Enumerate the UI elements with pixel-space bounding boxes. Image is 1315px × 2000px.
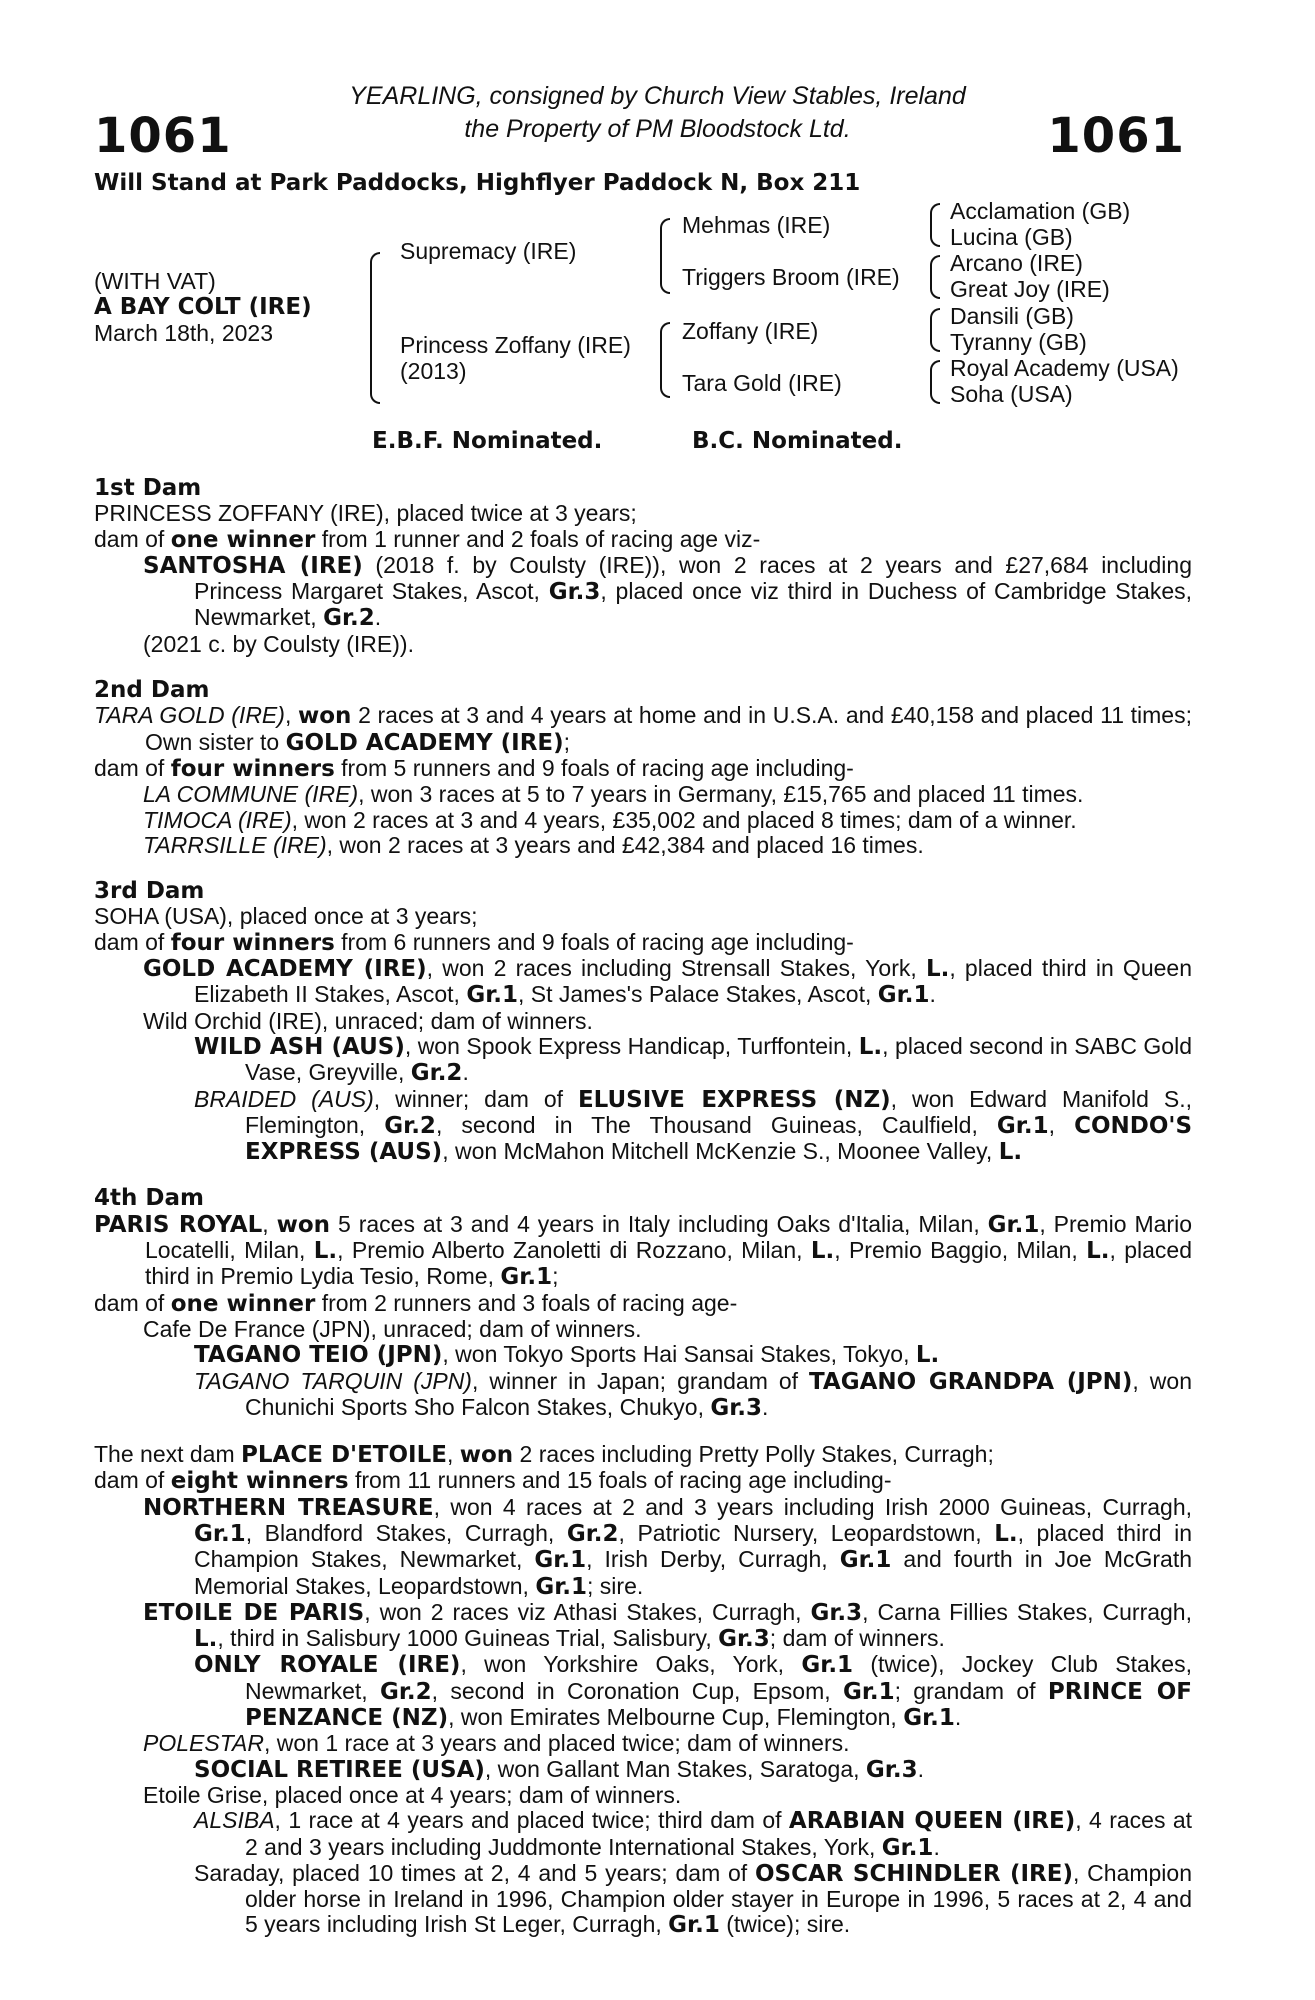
dam-year: (2013) — [400, 358, 467, 384]
first-dam-heading: 1st Dam — [94, 475, 202, 501]
produce-northern-treasure: NORTHERN TREASURE, won 4 races at 2 and 3 years including Irish 2000 Guineas, Curragh, Gr.1, Blandford Stakes, Curragh, Gr.2, Patriotic Nursery, Leopardstown, L., placed third in Champion Stakes, Newmarket, Gr.1, Irish Derby, Curragh, Gr.1 and fourth in Joe McGrath Memorial Stakes, Leopardstown, Gr.1; sire. — [143, 1493, 1193, 1600]
third-dam-produce: dam of four winners from 6 runners and 9 foals of racing age including- — [94, 928, 854, 956]
third-dam-text: SOHA (USA), placed once at 3 years; — [94, 903, 478, 930]
first-dam-text: PRINCESS ZOFFANY (IRE), placed twice at 3 years; — [94, 500, 637, 527]
consignment-header — [0, 80, 1315, 146]
produce-cafe-de-france: Cafe De France (JPN), unraced; dam of winners. — [143, 1315, 642, 1342]
produce-la-commune: LA COMMUNE (IRE), won 3 races at 5 to 7 years in Germany, £15,765 and placed 11 times. — [143, 781, 1084, 808]
fourth-dam-heading: 4th Dam — [94, 1185, 204, 1212]
gen4-bracket-2 — [930, 255, 940, 299]
gen4-5: Dansili (GB) — [950, 303, 1074, 329]
produce-2021: (2021 c. by Coulsty (IRE)). — [143, 630, 414, 657]
lot-number-left: 1061 — [94, 108, 232, 164]
sire-sire: Mehmas (IRE) — [682, 212, 831, 238]
produce-timoca: TIMOCA (IRE), won 2 races at 3 and 4 years, £35,002 and placed 8 times; dam of a winner. — [143, 806, 1077, 833]
horse-vat: (WITH VAT) — [94, 268, 216, 294]
produce-tarrsille: TARRSILLE (IRE), won 2 races at 3 years and £42,384 and placed 16 times. — [143, 831, 924, 858]
dam-dam: Tara Gold (IRE) — [682, 370, 842, 396]
horse-foaled: March 18th, 2023 — [94, 320, 274, 346]
sire-parents-bracket — [660, 218, 670, 294]
sire-dam: Triggers Broom (IRE) — [682, 264, 900, 290]
catalogue-page-body — [94, 476, 1192, 1939]
second-dam-produce: dam of four winners from 5 runners and 9 foals of racing age including- — [94, 754, 854, 782]
gen4-bracket-1 — [930, 203, 940, 247]
next-dam-text: The next dam PLACE D'ETOILE, won 2 races including Pretty Polly Stakes, Curragh; — [94, 1441, 994, 1469]
produce-wild-ash: WILD ASH (AUS), won Spook Express Handicap, Turffontein, L., placed second in SABC Gold Vase, Greyville, Gr.2. — [194, 1032, 1192, 1087]
produce-saraday: Saraday, placed 10 times at 2, 4 and 5 years; dam of OSCAR SCHINDLER (IRE), Champion older horse in Ireland in 1996, Champion older stayer in Europe in 1996, 5 races at 2, 4 and 5 years including Irish St Leger, Curragh, Gr.1 (twice); sire. — [194, 1859, 1192, 1939]
lot-number-right: 1061 — [1047, 108, 1185, 164]
gen4-4: Great Joy (IRE) — [950, 276, 1110, 302]
third-dam-heading: 3rd Dam — [94, 878, 205, 905]
produce-etoile-grise: Etoile Grise, placed once at 4 years; dam of winners. — [143, 1781, 682, 1808]
second-dam-heading: 2nd Dam — [94, 677, 210, 704]
gen4-3: Arcano (IRE) — [950, 250, 1083, 276]
produce-wild-orchid: Wild Orchid (IRE), unraced; dam of winners. — [143, 1007, 593, 1034]
produce-polestar: POLESTAR, won 1 race at 3 years and placed twice; dam of winners. — [143, 1730, 850, 1757]
second-dam-text: TARA GOLD (IRE), won 2 races at 3 and 4 years at home and in U.S.A. and £40,158 and placed 11 times; Own sister to GOLD ACADEMY (IRE); — [94, 702, 1192, 756]
gen4-6: Tyranny (GB) — [950, 329, 1087, 355]
dam-sire: Zoffany (IRE) — [682, 318, 819, 344]
ebf-nomination: E.B.F. Nominated. — [372, 428, 603, 454]
dam-name: Princess Zoffany (IRE) — [400, 332, 631, 358]
next-dam-produce: dam of eight winners from 11 runners and 15 foals of racing age including- — [94, 1467, 892, 1495]
gen4-7: Royal Academy (USA) — [950, 355, 1179, 381]
stand-location: Will Stand at Park Paddocks, Highflyer Paddock N, Box 211 — [94, 170, 861, 196]
property-line: the Property of PM Bloodstock Ltd. — [464, 115, 851, 143]
produce-gold-academy: GOLD ACADEMY (IRE), won 2 races including Strensall Stakes, York, L., placed third in Queen Elizabeth II Stakes, Ascot, Gr.1, St James's Palace Stakes, Ascot, Gr.1. — [143, 955, 1192, 1009]
produce-only-royale: ONLY ROYALE (IRE), won Yorkshire Oaks, York, Gr.1 (twice), Jockey Club Stakes, Newmarket, Gr.2, second in Coronation Cup, Epsom, Gr.1; grandam of PRINCE OF PENZANCE (NZ), won Emirates Melbourne Cup, Flemington, Gr.1. — [194, 1651, 1192, 1732]
produce-etoile-de-paris: ETOILE DE PARIS, won 2 races viz Athasi Stakes, Curragh, Gr.3, Carna Fillies Stakes, Curragh, L., third in Salisbury 1000 Guineas Trial, Salisbury, Gr.3; dam of winners. — [143, 1598, 1192, 1653]
produce-alsiba: ALSIBA, 1 race at 4 years and placed twice; third dam of ARABIAN QUEEN (IRE), 4 races at 2 and 3 years including Juddmonte International Stakes, York, Gr.1. — [194, 1807, 1193, 1861]
bc-nomination: B.C. Nominated. — [692, 428, 903, 454]
first-dam-produce: dam of one winner from 1 runner and 2 foals of racing age viz- — [94, 525, 761, 553]
dam-parents-bracket — [660, 322, 670, 398]
gen4-bracket-3 — [930, 308, 940, 352]
consignor-line: YEARLING, consigned by Church View Stables, Ireland — [349, 82, 966, 110]
gen4-bracket-4 — [930, 360, 940, 404]
fourth-dam-text: PARIS ROYAL, won 5 races at 3 and 4 years in Italy including Oaks d'Italia, Milan, Gr.1, Premio Mario Locatelli, Milan, L., Premio Alberto Zanoletti di Rozzano, Milan, L., Premio Baggio, Milan, L., placed third in Premio Lydia Tesio, Rome, Gr.1; — [94, 1210, 1192, 1291]
produce-tagano-tarquin: TAGANO TARQUIN (JPN), winner in Japan; grandam of TAGANO GRANDPA (JPN), won Chunichi Sports Sho Falcon Stakes, Chukyo, Gr.3. — [194, 1367, 1192, 1421]
horse-name: A BAY COLT (IRE) — [94, 294, 312, 320]
fourth-dam-produce: dam of one winner from 2 runners and 3 foals of racing age- — [94, 1289, 738, 1317]
sire-name: Supremacy (IRE) — [400, 238, 577, 264]
produce-santosha: SANTOSHA (IRE) (2018 f. by Coulsty (IRE)), won 2 races at 2 years and £27,684 including Princess Margaret Stakes, Ascot, Gr.3, placed once viz third in Duchess of Cambridge Stakes, Newmarket, Gr.2. — [143, 551, 1193, 632]
produce-tagano-teio: TAGANO TEIO (JPN), won Tokyo Sports Hai Sansai Stakes, Tokyo, L. — [194, 1341, 940, 1369]
produce-braided: BRAIDED (AUS), winner; dam of ELUSIVE EXPRESS (NZ), won Edward Manifold S., Flemington, Gr.2, second in The Thousand Guineas, Caulfield, Gr.1, CONDO'S EXPRESS (AUS), won McMahon Mitchell McKenzie S., Moonee Valley, L. — [194, 1085, 1193, 1166]
gen4-2: Lucina (GB) — [950, 224, 1073, 250]
sire-dam-bracket — [370, 252, 380, 404]
gen4-8: Soha (USA) — [950, 381, 1073, 407]
gen4-1: Acclamation (GB) — [950, 198, 1131, 224]
produce-social-retiree: SOCIAL RETIREE (USA), won Gallant Man Stakes, Saratoga, Gr.3. — [194, 1755, 924, 1783]
